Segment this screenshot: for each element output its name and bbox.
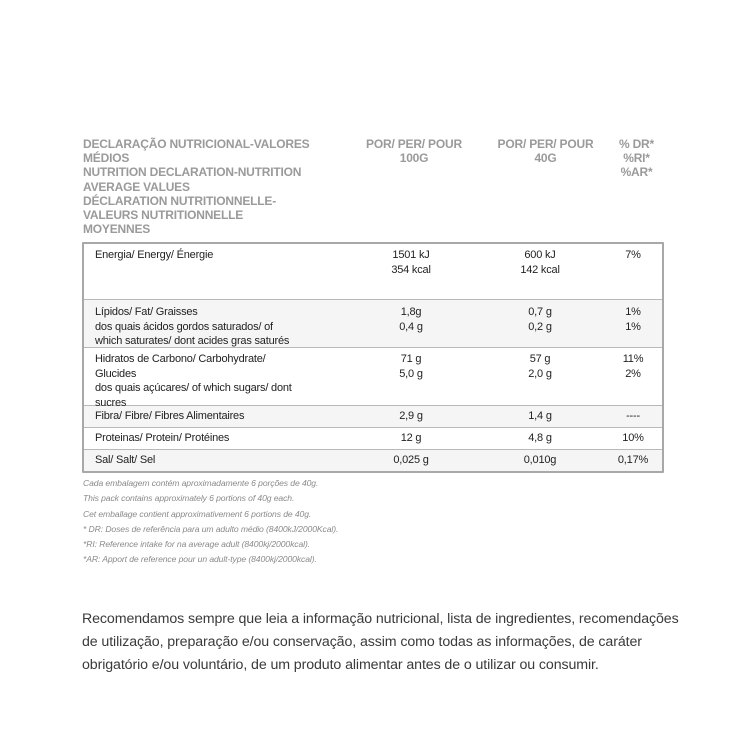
- footnote: This pack contains approximately 6 portions of 40g each.: [83, 493, 295, 504]
- nutrition-table: [82, 242, 664, 473]
- row-label: [84, 248, 346, 299]
- table-header: [83, 137, 665, 236]
- value-line: 1%: [625, 320, 641, 333]
- value-per-100g: 2,9 g: [399, 410, 423, 422]
- value-line: 7%: [625, 249, 641, 261]
- header-percent-line: %AR*: [620, 165, 653, 180]
- header-title-line: AVERAGE VALUES: [83, 179, 190, 194]
- header-title-line: DECLARAÇÃO NUTRICIONAL-VALORES: [83, 137, 310, 151]
- header-title-line: DÉCLARATION NUTRITIONNELLE-: [83, 193, 277, 208]
- header-percent-reference: [608, 137, 665, 236]
- footnote: * DR: Doses de referência para um adulto médio (8400kJ/2000Kcal).: [83, 523, 339, 534]
- row-label: Proteinas/ Protein/ Protéines: [95, 432, 230, 444]
- header-percent-line: %RI*: [623, 151, 650, 166]
- value-per-40g: [476, 248, 604, 299]
- value-line: 600 kJ: [524, 249, 556, 261]
- value-per-100g: [346, 248, 476, 299]
- value-line: 1501 kJ: [392, 249, 430, 261]
- row-label-line: Hidratos de Carbono/ Carbohydrate/: [95, 353, 266, 365]
- header-title-line: VALEURS NUTRITIONNELLE: [83, 208, 244, 223]
- header-per-40g: [483, 137, 608, 236]
- footnote: *AR: Apport de reference pour un adult-type (8400kj/2000kcal).: [83, 554, 317, 565]
- value-percent: ----: [626, 410, 640, 422]
- row-label-line: Lípidos/ Fat/ Graisses: [95, 306, 198, 318]
- row-label-line: dos quais ácidos gordos saturados/ of: [95, 320, 273, 333]
- value-line: 354 kcal: [391, 263, 431, 276]
- header-title-line: NUTRITION DECLARATION-NUTRITION: [83, 165, 302, 180]
- value-per-100g: 0,025 g: [393, 454, 429, 466]
- value-per-40g: 1,4 g: [528, 410, 552, 422]
- table-row-salt: [84, 449, 662, 471]
- row-label-line: dos quais açúcares/ of which sugars/ dont: [95, 382, 292, 394]
- row-label-line: sucres: [95, 396, 127, 409]
- table-row-energy: [84, 244, 662, 299]
- footnotes: [83, 476, 338, 568]
- recommendation-text: Recomendamos sempre que leia a informação nutricional, lista de ingredientes, recomendações de utilização, preparação e/ou conservação, assim como todas as informações, de caráter obrigatório e/ou voluntário, de um produto alimentar antes de o utilizar ou consumir.: [82, 611, 679, 674]
- value-per-40g: 4,8 g: [528, 432, 552, 444]
- value-per-100g: [346, 305, 476, 347]
- value-percent: [604, 305, 662, 347]
- header-per-100g-line: POR/ PER/ POUR: [366, 137, 462, 151]
- header-per-100g: [345, 137, 483, 236]
- value-per-100g: 12 g: [400, 432, 422, 444]
- row-label: Fibra/ Fibre/ Fibres Alimentaires: [95, 410, 245, 422]
- value-per-40g: 0,010g: [523, 454, 557, 466]
- value-line: 11%: [622, 353, 644, 365]
- value-per-40g: [476, 352, 604, 405]
- value-line: 1,8g: [400, 306, 422, 318]
- value-line: 142 kcal: [520, 263, 560, 276]
- value-line: 2,0 g: [528, 367, 552, 380]
- value-line: 0,7 g: [528, 306, 552, 318]
- header-per-40g-line: POR/ PER/ POUR: [497, 137, 594, 151]
- table-row-carbohydrate: [84, 347, 662, 409]
- header-title-line: MOYENNES: [83, 222, 151, 237]
- footnote: Cet emballage contient approximativement 6 portions de 40g.: [83, 508, 312, 519]
- value-per-100g: [346, 352, 476, 405]
- value-percent: [604, 352, 662, 405]
- value-line: 57 g: [529, 353, 551, 365]
- header-percent-line: % DR*: [618, 137, 654, 151]
- header-per-40g-line: 40G: [534, 151, 557, 166]
- value-line: 71 g: [400, 353, 422, 365]
- value-line: 0,4 g: [399, 320, 423, 333]
- header-title: [83, 137, 345, 236]
- value-percent: 0,17%: [617, 454, 649, 466]
- row-label: [84, 352, 346, 409]
- value-line: 1%: [625, 306, 641, 318]
- header-per-100g-line: 100G: [399, 151, 429, 166]
- value-line: 2%: [625, 367, 641, 380]
- table-row-fibre: [84, 405, 662, 427]
- row-label-line: Glucides: [95, 367, 137, 380]
- table-row-protein: [84, 427, 662, 449]
- row-label: Sal/ Salt/ Sel: [95, 454, 156, 466]
- value-percent: 10%: [622, 432, 644, 444]
- row-label-line: which saturates/ dont acides gras saturés: [95, 335, 290, 347]
- value-percent: [604, 248, 662, 299]
- value-per-40g: [476, 305, 604, 347]
- row-label: [84, 305, 346, 347]
- row-label-line: Energia/ Energy/ Énergie: [95, 249, 214, 261]
- value-line: 0,2 g: [528, 320, 552, 333]
- header-title-line: MÉDIOS: [83, 151, 130, 166]
- footnote: *RI: Reference intake for na average adult (8400kj/2000kcal).: [83, 539, 311, 550]
- value-line: 5,0 g: [399, 367, 423, 380]
- footnote: Cada embalagem contém aproximadamente 6 porções de 40g.: [83, 478, 319, 488]
- table-row-fat: [84, 299, 662, 347]
